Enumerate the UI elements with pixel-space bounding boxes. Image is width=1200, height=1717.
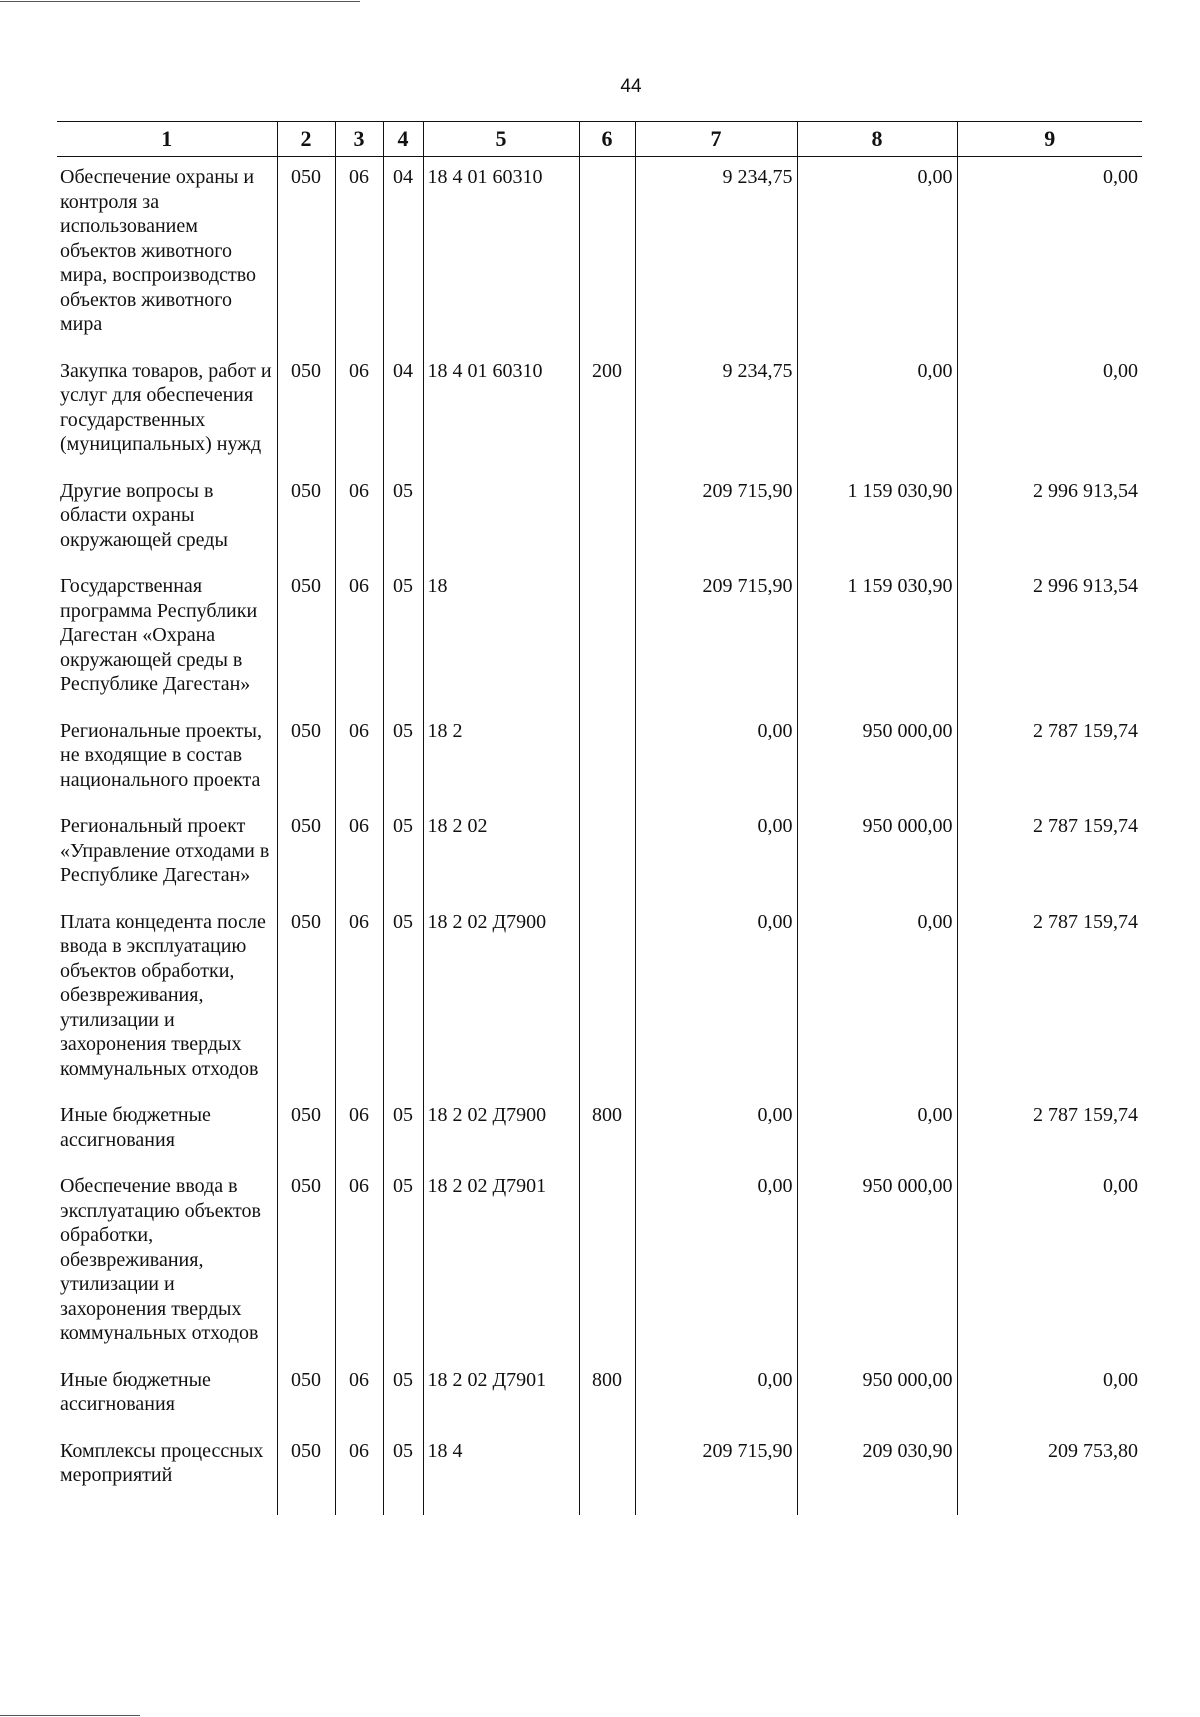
table-row (57, 351, 1142, 471)
cell-expense-type (579, 471, 635, 567)
cell-target-article: 18 2 02 Д7901 (423, 1166, 579, 1360)
column-header: 9 (957, 122, 1142, 157)
table-header-row (57, 122, 1142, 157)
cell-subsection: 05 (383, 1166, 423, 1360)
scan-artifact-bottom (0, 1715, 140, 1716)
cell-code: 050 (277, 711, 335, 807)
column-header: 4 (383, 122, 423, 157)
cell-target-article: 18 2 02 Д7900 (423, 1095, 579, 1166)
cell-amount: 2 787 159,74 (957, 902, 1142, 1096)
cell-expense-type: 800 (579, 1360, 635, 1431)
cell-section: 06 (335, 902, 383, 1096)
cell-expense-type (579, 1166, 635, 1360)
cell-subsection: 04 (383, 351, 423, 471)
column-header: 2 (277, 122, 335, 157)
cell-section: 06 (335, 711, 383, 807)
cell-target-article: 18 2 02 Д7900 (423, 902, 579, 1096)
cell-amount: 0,00 (957, 1166, 1142, 1360)
table-row (57, 1095, 1142, 1166)
cell-amount: 0,00 (957, 1360, 1142, 1431)
cell-target-article: 18 4 01 60310 (423, 351, 579, 471)
cell-amount: 209 753,80 (957, 1431, 1142, 1515)
cell-amount: 209 030,90 (797, 1431, 957, 1515)
cell-expense-type (579, 566, 635, 711)
cell-amount: 0,00 (957, 157, 1142, 351)
row-name: Плата концедента после ввода в эксплуатацию объектов обработки, обезвреживания, утилизации и захоронения твердых коммунальных отходов (60, 910, 266, 1080)
row-name: Обеспечение охраны и контроля за использованием объектов животного мира, воспроизводство объектов животного мира (60, 166, 257, 335)
cell-section: 06 (335, 1166, 383, 1360)
cell-amount: 950 000,00 (797, 806, 957, 902)
cell-section: 06 (335, 157, 383, 351)
cell-amount: 0,00 (635, 1166, 797, 1360)
cell-code: 050 (277, 1431, 335, 1515)
budget-table (57, 121, 1142, 1515)
cell-amount: 1 159 030,90 (797, 566, 957, 711)
cell-amount: 0,00 (635, 711, 797, 807)
cell-expense-type (579, 902, 635, 1096)
cell-amount: 1 159 030,90 (797, 471, 957, 567)
table-row (57, 471, 1142, 567)
cell-amount: 9 234,75 (635, 351, 797, 471)
row-name: Региональные проекты, не входящие в состав национального проекта (60, 719, 262, 791)
table-row (57, 566, 1142, 711)
cell-amount: 950 000,00 (797, 1360, 957, 1431)
column-header: 1 (57, 122, 277, 157)
cell-expense-type (579, 1431, 635, 1515)
cell-code: 050 (277, 806, 335, 902)
table-row (57, 711, 1142, 807)
cell-subsection: 05 (383, 902, 423, 1096)
cell-amount: 0,00 (797, 902, 957, 1096)
cell-amount: 0,00 (957, 351, 1142, 471)
cell-expense-type (579, 711, 635, 807)
cell-section: 06 (335, 1360, 383, 1431)
cell-section: 06 (335, 471, 383, 567)
column-header: 7 (635, 122, 797, 157)
cell-section: 06 (335, 1431, 383, 1515)
cell-amount: 0,00 (635, 1095, 797, 1166)
row-name: Закупка товаров, работ и услуг для обеспечения государственных (муниципальных) нужд (60, 359, 272, 455)
table-row (57, 806, 1142, 902)
cell-code: 050 (277, 1166, 335, 1360)
table-row (57, 1431, 1142, 1515)
cell-amount: 950 000,00 (797, 711, 957, 807)
cell-amount: 0,00 (797, 157, 957, 351)
cell-subsection: 05 (383, 1095, 423, 1166)
row-name: Государственная программа Республики Дагестан «Охрана окружающей среды в Республике Дагестан» (60, 575, 258, 695)
cell-code: 050 (277, 1360, 335, 1431)
column-header: 5 (423, 122, 579, 157)
cell-section: 06 (335, 1095, 383, 1166)
cell-code: 050 (277, 566, 335, 711)
row-name: Иные бюджетные ассигнования (60, 1104, 211, 1151)
table-row (57, 902, 1142, 1096)
cell-amount: 0,00 (797, 1095, 957, 1166)
table-row (57, 1166, 1142, 1360)
row-name: Иные бюджетные ассигнования (60, 1368, 211, 1415)
cell-expense-type: 200 (579, 351, 635, 471)
cell-amount: 0,00 (797, 351, 957, 471)
cell-section: 06 (335, 806, 383, 902)
cell-target-article: 18 2 02 (423, 806, 579, 902)
column-header: 8 (797, 122, 957, 157)
row-name: Другие вопросы в области охраны окружающей среды (60, 479, 228, 551)
column-header: 6 (579, 122, 635, 157)
cell-amount: 209 715,90 (635, 566, 797, 711)
cell-target-article (423, 471, 579, 567)
cell-amount: 209 715,90 (635, 1431, 797, 1515)
row-name: Комплексы процессных мероприятий (60, 1439, 264, 1486)
cell-target-article: 18 2 02 Д7901 (423, 1360, 579, 1431)
cell-amount: 0,00 (635, 1360, 797, 1431)
table-row (57, 157, 1142, 351)
row-name: Обеспечение ввода в эксплуатацию объектов обработки, обезвреживания, утилизации и захоронения твердых коммунальных отходов (60, 1175, 261, 1344)
cell-subsection: 04 (383, 157, 423, 351)
cell-amount: 2 787 159,74 (957, 806, 1142, 902)
cell-expense-type (579, 806, 635, 902)
cell-amount: 2 996 913,54 (957, 471, 1142, 567)
cell-code: 050 (277, 1095, 335, 1166)
cell-expense-type (579, 157, 635, 351)
table-body (57, 157, 1142, 1515)
cell-target-article: 18 2 (423, 711, 579, 807)
cell-subsection: 05 (383, 471, 423, 567)
cell-amount: 2 996 913,54 (957, 566, 1142, 711)
cell-amount: 2 787 159,74 (957, 711, 1142, 807)
cell-amount: 950 000,00 (797, 1166, 957, 1360)
column-header: 3 (335, 122, 383, 157)
cell-section: 06 (335, 566, 383, 711)
page-number: 44 (620, 76, 642, 97)
cell-code: 050 (277, 351, 335, 471)
cell-subsection: 05 (383, 711, 423, 807)
cell-section: 06 (335, 351, 383, 471)
cell-expense-type: 800 (579, 1095, 635, 1166)
cell-subsection: 05 (383, 1431, 423, 1515)
cell-target-article: 18 4 (423, 1431, 579, 1515)
cell-subsection: 05 (383, 806, 423, 902)
cell-code: 050 (277, 157, 335, 351)
cell-amount: 0,00 (635, 806, 797, 902)
cell-amount: 9 234,75 (635, 157, 797, 351)
cell-subsection: 05 (383, 566, 423, 711)
table-row (57, 1360, 1142, 1431)
cell-amount: 2 787 159,74 (957, 1095, 1142, 1166)
cell-amount: 209 715,90 (635, 471, 797, 567)
cell-subsection: 05 (383, 1360, 423, 1431)
cell-target-article: 18 4 01 60310 (423, 157, 579, 351)
row-name: Региональный проект «Управление отходами в Республике Дагестан» (60, 815, 270, 886)
cell-code: 050 (277, 471, 335, 567)
scan-artifact-top (0, 1, 360, 2)
cell-code: 050 (277, 902, 335, 1096)
cell-amount: 0,00 (635, 902, 797, 1096)
cell-target-article: 18 (423, 566, 579, 711)
